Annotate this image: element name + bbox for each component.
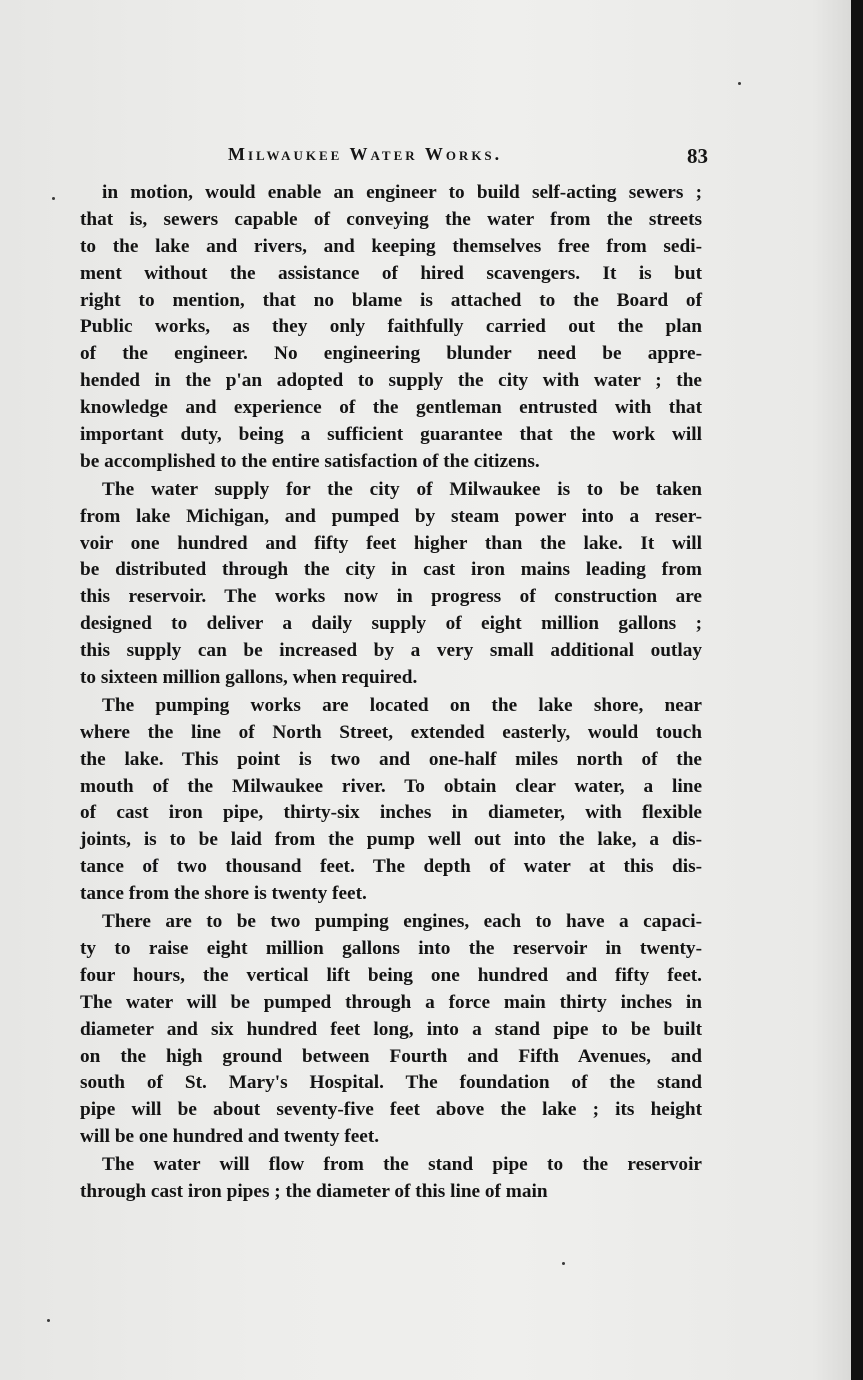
text-line: hended in the p'an adopted to supply the city with water ; the xyxy=(80,370,702,392)
speck-mark xyxy=(52,197,55,200)
text-line: where the line of North Street, extended easterly, would touch xyxy=(80,721,702,743)
paragraph xyxy=(80,180,702,476)
text-line: to the lake and rivers, and keeping themselves free from sedi- xyxy=(80,235,702,257)
book-spine-edge xyxy=(851,0,863,1380)
text-line: be accomplished to the entire satisfaction of the citizens. xyxy=(80,450,540,472)
text-line: tance from the shore is twenty feet. xyxy=(80,883,367,905)
text-line: joints, is to be laid from the pump well out into the lake, a dis- xyxy=(80,829,702,851)
text-line: that is, sewers capable of conveying the water from the streets xyxy=(80,208,702,230)
text-line: right to mention, that no blame is attached to the Board of xyxy=(80,289,702,311)
text-line: this supply can be increased by a very small additional outlay xyxy=(80,640,702,662)
speck-mark xyxy=(738,82,741,85)
text-line: tance of two thousand feet. The depth of water at this dis- xyxy=(80,856,702,878)
text-line: voir one hundred and fifty feet higher than the lake. It will xyxy=(80,532,702,554)
text-line: the lake. This point is two and one-half miles north of the xyxy=(80,748,702,770)
page-header xyxy=(78,144,708,170)
text-line: knowledge and experience of the gentleman entrusted with that xyxy=(80,397,702,419)
text-line: south of St. Mary's Hospital. The foundation of the stand xyxy=(80,1072,702,1094)
speck-mark xyxy=(562,1262,565,1265)
text-line: four hours, the vertical lift being one hundred and fifty feet. xyxy=(80,964,702,986)
text-line: on the high ground between Fourth and Fifth Avenues, and xyxy=(80,1045,702,1067)
text-line: to sixteen million gallons, when required. xyxy=(80,667,418,689)
text-line: designed to deliver a daily supply of eight million gallons ; xyxy=(80,613,702,635)
text-line: mouth of the Milwaukee river. To obtain clear water, a line xyxy=(80,775,702,797)
text-line: of cast iron pipe, thirty-six inches in diameter, with flexible xyxy=(80,802,702,824)
text-line: this reservoir. The works now in progress of construction are xyxy=(80,586,702,608)
text-line: of the engineer. No engineering blunder need be appre- xyxy=(80,343,702,365)
running-title: Milwaukee Water Works. xyxy=(228,144,503,164)
text-line: pipe will be about seventy-five feet above the lake ; its height xyxy=(80,1099,702,1121)
text-line: be distributed through the city in cast iron mains leading from xyxy=(80,559,702,581)
page-number: 83 xyxy=(687,144,708,168)
text-line: diameter and six hundred feet long, into a stand pipe to be built xyxy=(80,1018,702,1040)
text-line: Public works, as they only faithfully carried out the plan xyxy=(80,316,702,338)
text-line: important duty, being a sufficient guarantee that the work will xyxy=(80,424,702,446)
paragraph xyxy=(80,1152,702,1206)
text-line: ty to raise eight million gallons into the reservoir in twenty- xyxy=(80,937,702,959)
text-line: in motion, would enable an engineer to build self-acting sewers ; xyxy=(102,182,702,203)
paragraph xyxy=(80,693,702,908)
text-line: will be one hundred and twenty feet. xyxy=(80,1126,380,1148)
text-line: The water will flow from the stand pipe to the reservoir xyxy=(102,1154,702,1176)
page-body xyxy=(80,180,702,1206)
paragraph xyxy=(80,477,702,692)
speck-mark xyxy=(47,1319,50,1322)
text-line: ment without the assistance of hired scavengers. It is but xyxy=(80,262,702,284)
text-line: The pumping works are located on the lake shore, near xyxy=(102,694,702,716)
text-line: The water will be pumped through a force main thirty inches in xyxy=(80,991,702,1013)
text-line: from lake Michigan, and pumped by steam power into a reser- xyxy=(80,505,702,527)
text-line: The water supply for the city of Milwaukee is to be taken xyxy=(102,478,702,500)
paragraph xyxy=(80,909,702,1151)
text-line: through cast iron pipes ; the diameter of this line of main xyxy=(80,1180,548,1202)
text-line: There are to be two pumping engines, each to have a capaci- xyxy=(102,911,702,933)
